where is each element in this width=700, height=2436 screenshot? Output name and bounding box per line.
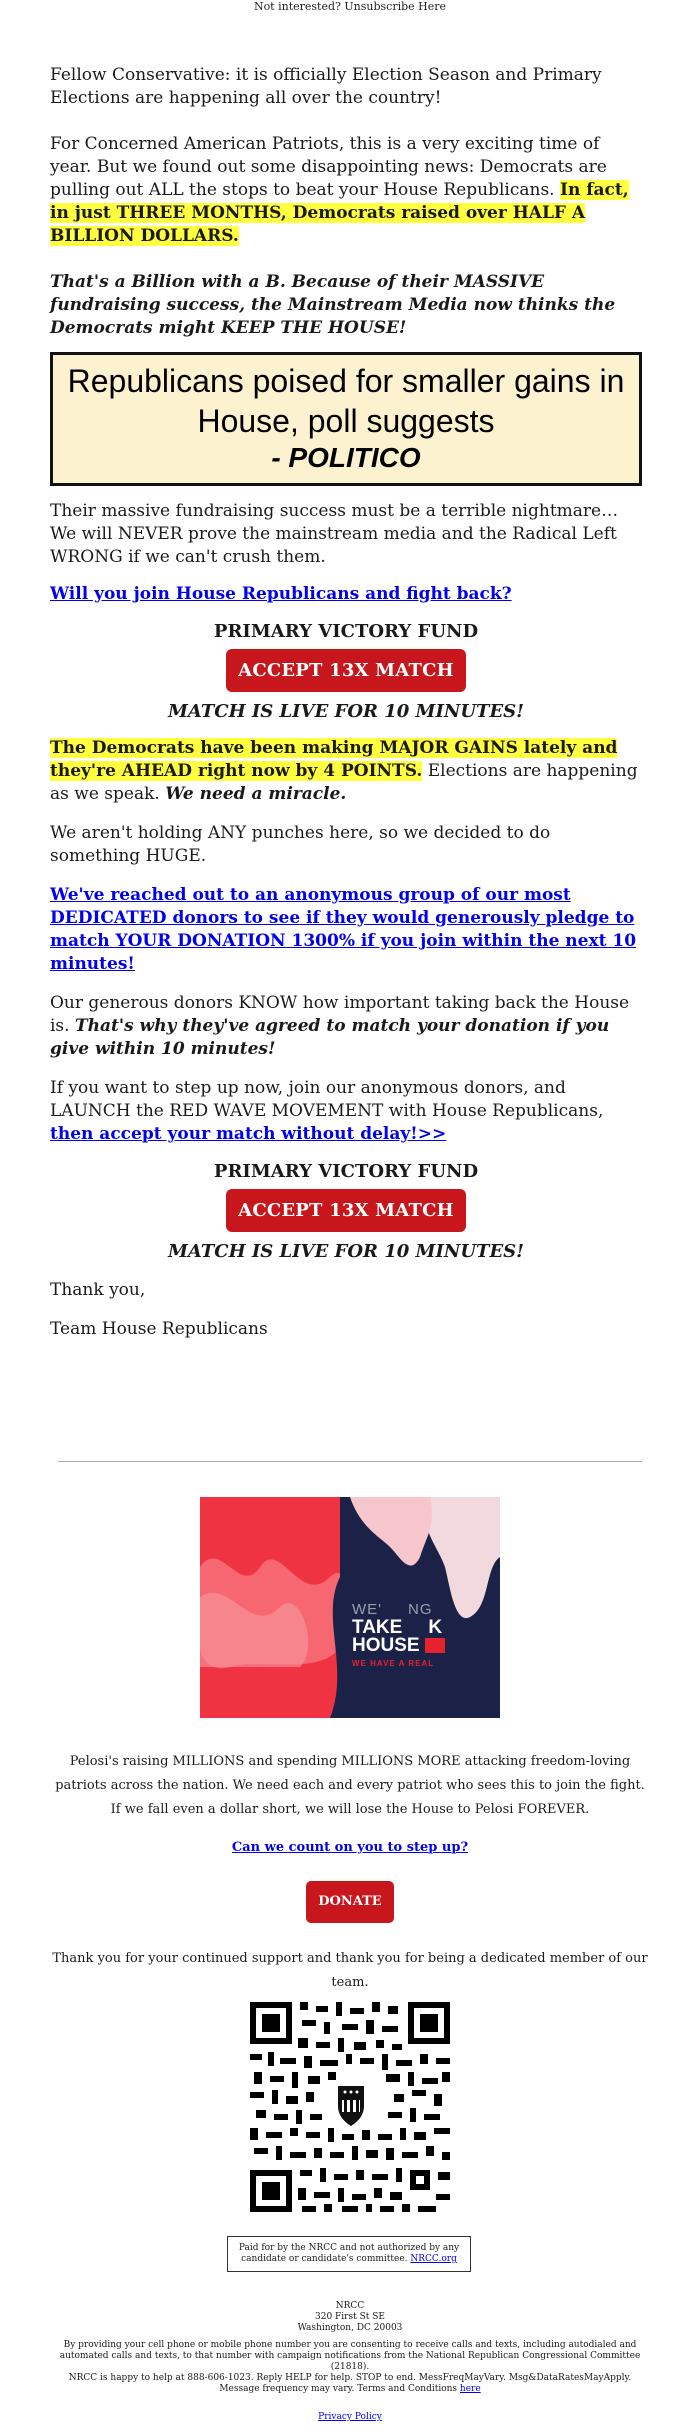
banner-line2b: K [428, 1617, 443, 1638]
terms-link[interactable]: here [459, 2384, 481, 2394]
accept-match-button-2[interactable]: ACCEPT 13X MATCH [226, 1189, 466, 1232]
banner-line1: WE' [352, 1601, 383, 1618]
step-up-row [50, 1836, 650, 1860]
signature: Team House Republicans [50, 1319, 268, 1339]
help-message: NRCC is happy to help at 888-606-1023. Reply HELP for help. STOP to end. MessFreqMayVary. Msg&DataRatesMayApply. Message frequency may vary. Terms and Conditions [68, 2373, 632, 2394]
org-name: NRCC [335, 2301, 365, 2311]
banner-line4: WE HAVE A REAL [352, 1659, 435, 1668]
gains-text: Elections are happening as we speak. [50, 761, 638, 804]
banner-text [352, 1601, 445, 1673]
nrcc-link[interactable]: NRCC.org [410, 2254, 457, 2264]
step-up-link[interactable]: Can we count on you to step up? [231, 1840, 469, 1855]
gains-paragraph [50, 737, 642, 806]
politico-quote-box [50, 352, 642, 486]
thanks-text: Thank you for your continued support and thank you for being a dedicated member of our team. [52, 1951, 648, 1990]
gains-highlight: The Democrats have been making MAJOR GAINS lately and they're AHEAD right now by 4 POINTS. [50, 738, 618, 781]
quote-headline: Republicans poised for smaller gains in House, poll suggests [67, 363, 625, 439]
match-live-text-2: MATCH IS LIVE FOR 10 MINUTES! [167, 1241, 525, 1262]
address-line1: 320 First St SE [315, 2312, 385, 2322]
donors-paragraph [50, 992, 642, 1061]
help-text [50, 2373, 650, 2395]
news-paragraph [50, 133, 642, 248]
fight-back-link[interactable]: Will you join House Republicans and fight back? [50, 584, 512, 604]
intro-paragraph: Fellow Conservative: it is officially Election Season and Primary Elections are happening all over the country! [50, 65, 602, 108]
step-up-text: If you want to step up now, join our anonymous donors, and LAUNCH the RED WAVE MOVEMENT with House Republicans, [50, 1078, 604, 1121]
donate-button[interactable]: DONATE [306, 1881, 393, 1923]
paid-for-text: Paid for by the NRCC and not authorized by any candidate or candidate's committee. [238, 2243, 460, 2264]
paid-for-box [227, 2236, 471, 2272]
nightmare-paragraph: Their massive fundraising success must be a terrible nightmare… We will NEVER prove the mainstream media and the Radical Left WRONG if we can't crush them. [50, 501, 619, 567]
quote-source: - POLITICO [271, 442, 421, 473]
billion-paragraph: That's a Billion with a B. Because of their MASSIVE fundraising success, the Mainstream Media now thinks the Democrats might KEEP THE HOUSE! [50, 272, 616, 338]
news-highlight: In fact, in just THREE MONTHS, Democrats raised over HALF A BILLION DOLLARS. [50, 180, 629, 246]
banner-graphic [200, 1497, 500, 1718]
house-banner-image[interactable] [200, 1497, 500, 1718]
banner-line1b: NG [408, 1601, 433, 1618]
pelosi-paragraph: Pelosi's raising MILLIONS and spending MILLIONS MORE attacking freedom-loving patriots across the nation. We need each and every patriot who sees this to join the fight. If we fall even a dollar short, we will lose the House to Pelosi FOREVER. [55, 1754, 645, 1817]
gains-emphasis: We need a miracle. [165, 784, 347, 804]
step-up-paragraph [50, 1077, 642, 1146]
donors-text: Our generous donors KNOW how important taking back the House is. [50, 993, 630, 1036]
accept-match-button[interactable]: ACCEPT 13X MATCH [226, 649, 466, 692]
huge-paragraph: We aren't holding ANY punches here, so we decided to do something HUGE. [50, 823, 551, 866]
nrcc-seal-icon [336, 2082, 366, 2128]
section-divider [58, 1461, 642, 1462]
donors-emphasis: That's why they've agreed to match your donation if you give within 10 minutes! [50, 1016, 610, 1059]
privacy-policy-link[interactable]: Privacy Policy [318, 2412, 382, 2422]
banner-line2: TAKE [352, 1617, 403, 1638]
accept-match-link[interactable]: then accept your match without delay!>> [50, 1124, 447, 1144]
fund-label-2: PRIMARY VICTORY FUND [213, 1161, 479, 1182]
address-block [0, 2301, 700, 2334]
email-body [50, 64, 642, 1341]
privacy-row [0, 2412, 700, 2423]
qr-code[interactable] [250, 2002, 450, 2212]
banner-line3: HOUSE [352, 1635, 420, 1656]
address-line2: Washington, DC 20003 [297, 2323, 403, 2333]
unsubscribe-link[interactable]: Not interested? Unsubscribe Here [253, 0, 447, 13]
consent-text: By providing your cell phone or mobile phone number you are consenting to receive calls and texts, including autodialed and automated calls and texts, to that number with campaign notifications from the National Republican Congressional Committee (21818). [59, 2340, 641, 2372]
donor-match-link[interactable]: We've reached out to an anonymous group of our most DEDICATED donors to see if they would generously pledge to match YOUR DONATION 1300% if you join within the next 10 minutes! [50, 885, 637, 974]
fund-label: PRIMARY VICTORY FUND [213, 621, 479, 642]
donate-row [50, 1881, 650, 1923]
match-live-text: MATCH IS LIVE FOR 10 MINUTES! [167, 701, 525, 722]
closing-text: Thank you, [50, 1280, 146, 1300]
news-paragraph-text: For Concerned American Patriots, this is a very exciting time of year. But we found out some disappointing news: Democrats are pulling out ALL the stops to beat your House Republicans. [50, 134, 607, 200]
